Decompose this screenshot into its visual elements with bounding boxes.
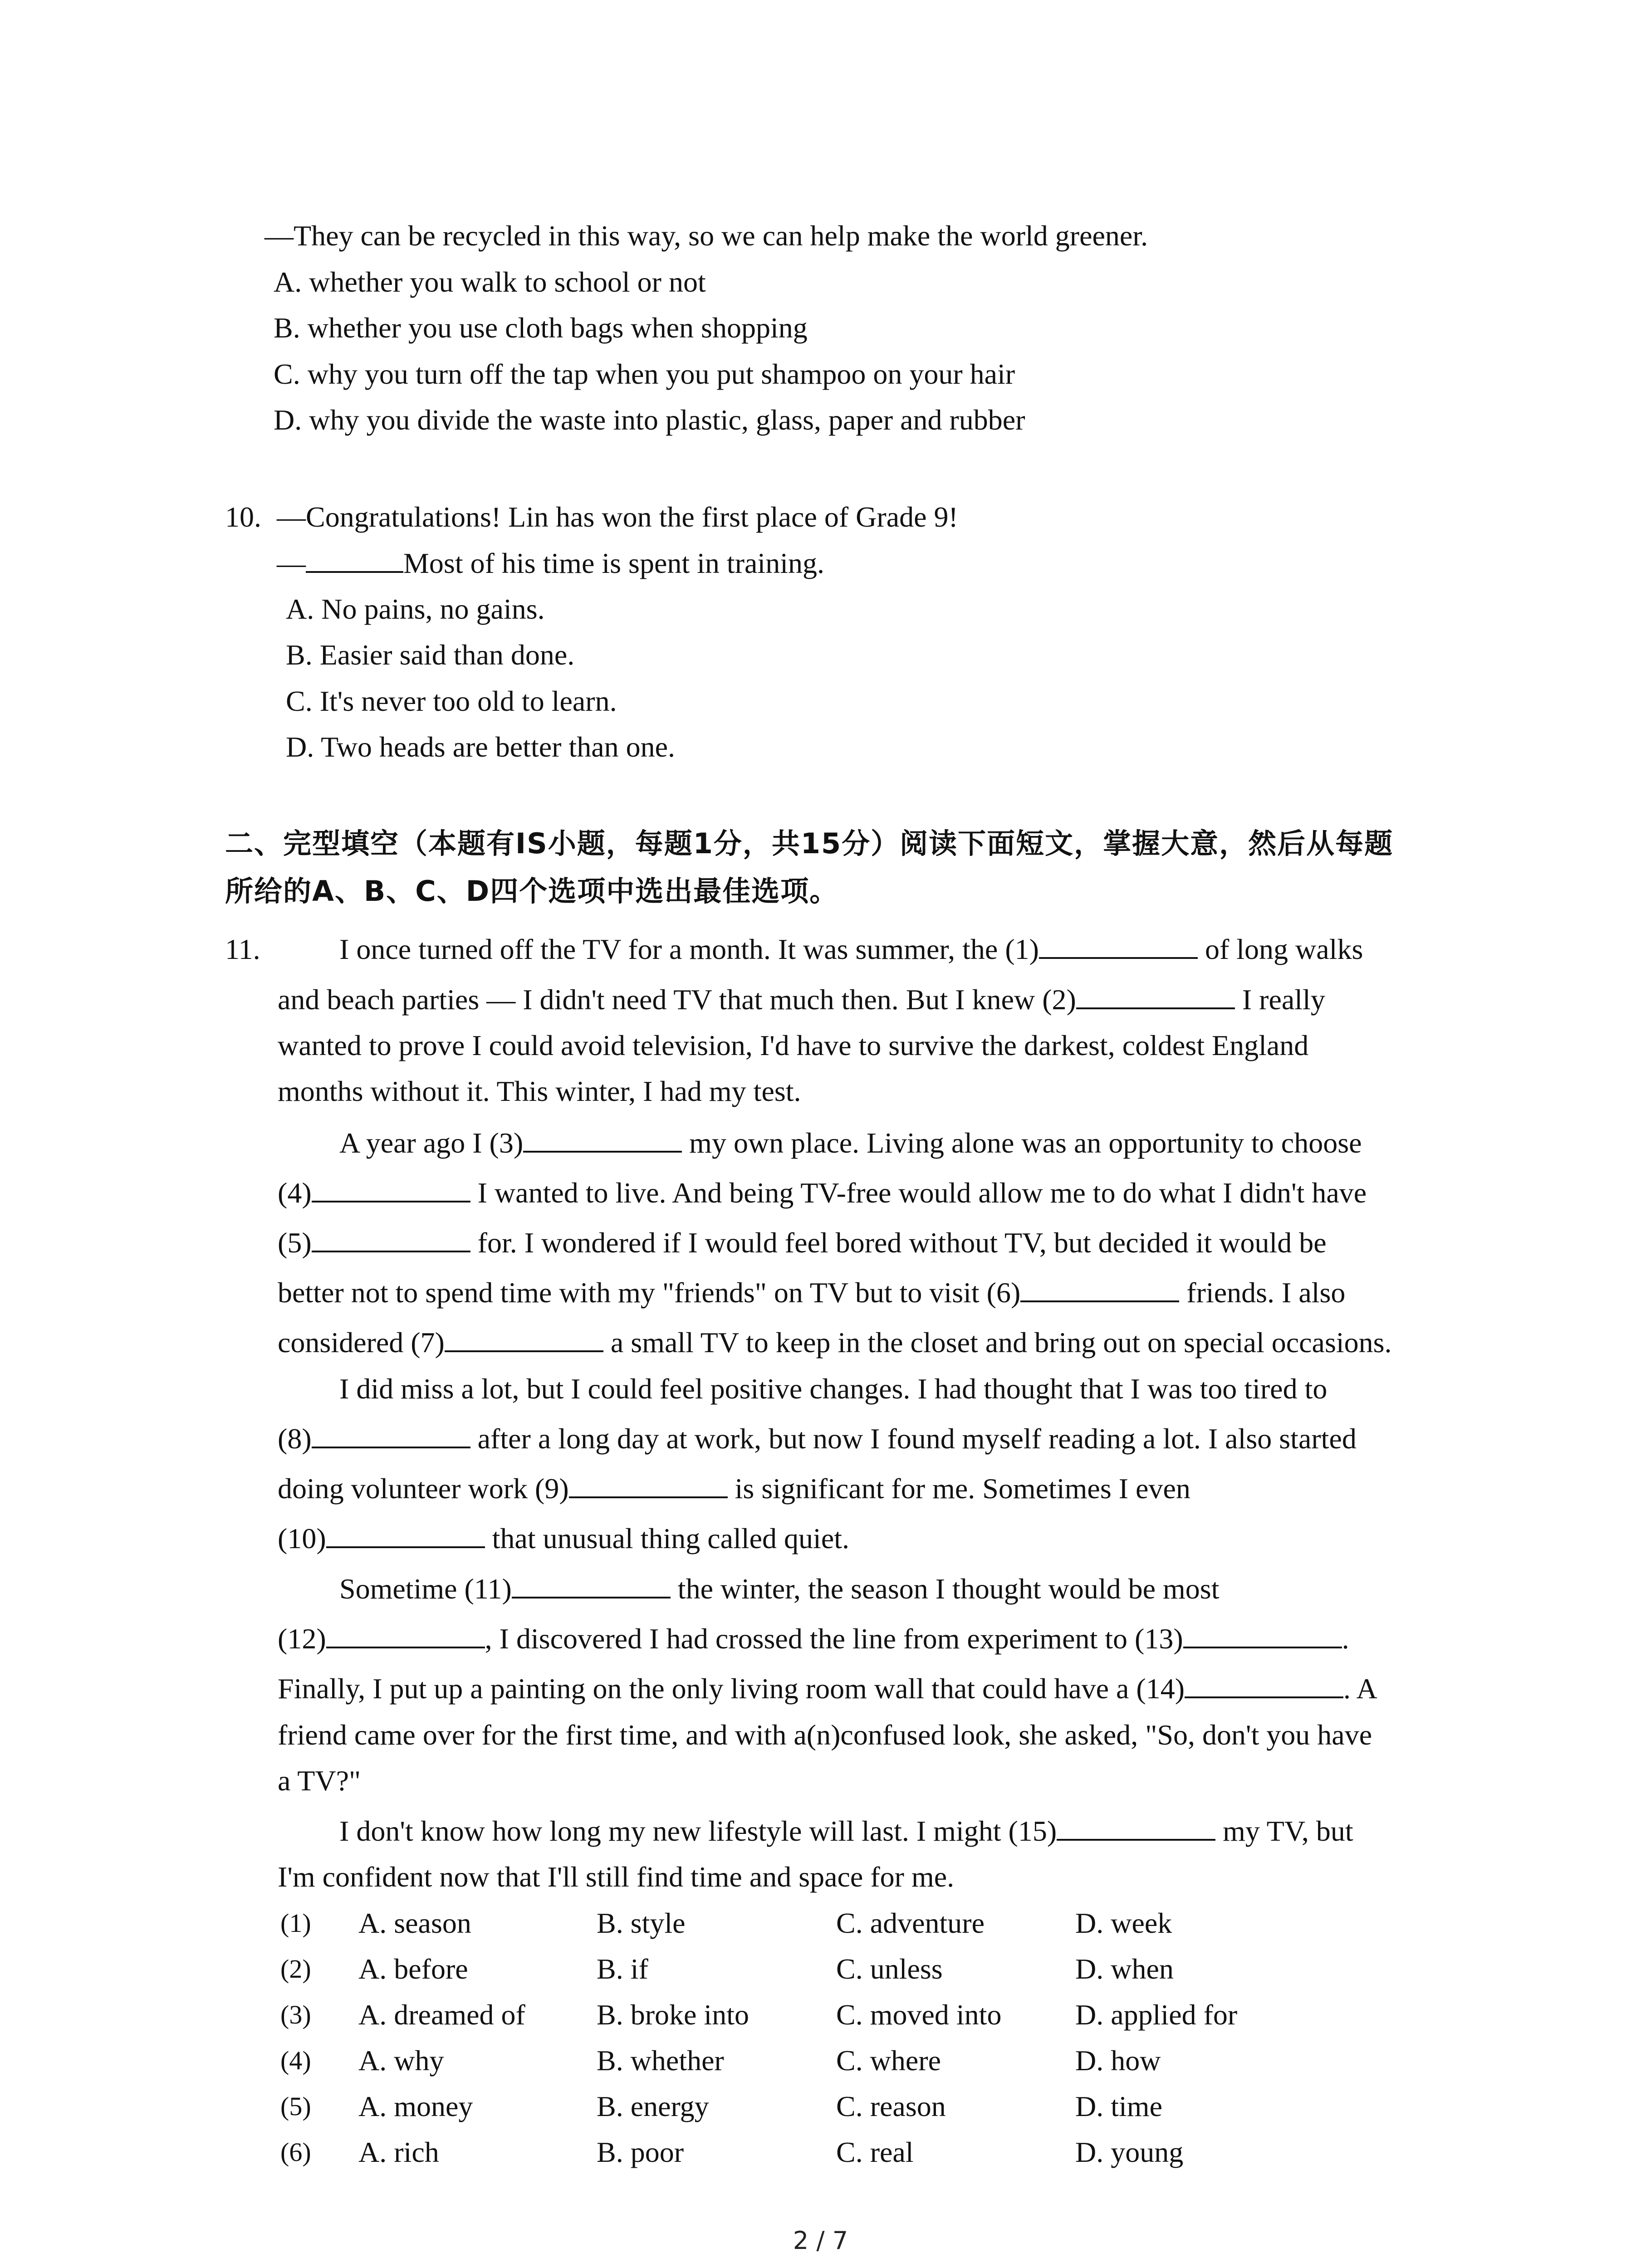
passage-p3-line3: doing volunteer work (9) is significant for me. Sometimes I even [278, 1466, 1190, 1511]
q10-dash: — [277, 547, 306, 579]
blank-11 [512, 1569, 671, 1598]
passage-p4-line3: Finally, I put up a painting on the only living room wall that could have a (14) . A [278, 1666, 1377, 1711]
q10-line2-text: Most of his time is spent in training. [403, 547, 824, 579]
choice-a: A. season [358, 1907, 471, 1939]
choice-b: B. whether [597, 2044, 724, 2077]
blank-4 [312, 1173, 470, 1202]
passage-p1-line2: and beach parties — I didn't need TV that much then. But I knew (2) I really [278, 977, 1325, 1022]
q9-option-d: D. why you divide the waste into plastic, glass, paper and rubber [274, 404, 1025, 436]
passage-p4-line5: a TV?" [278, 1765, 361, 1797]
choice-d: D. time [1075, 2090, 1162, 2122]
passage-number: 11. [225, 933, 260, 965]
passage-p4-line4: friend came over for the first time, and with a(n)confused look, she asked, "So, don't you have [278, 1719, 1372, 1751]
q9-option-b: B. whether you use cloth bags when shopping [274, 312, 808, 344]
choice-a: A. money [358, 2090, 473, 2122]
blank-9 [569, 1468, 728, 1498]
passage-p2-line1: A year ago I (3) my own place. Living alone was an opportunity to choose [339, 1120, 1362, 1166]
blank-7 [445, 1322, 603, 1352]
choice-c: C. unless [836, 1953, 943, 1985]
passage-p3-line4: (10) that unusual thing called quiet. [278, 1516, 849, 1561]
q10-option-d: D. Two heads are better than one. [286, 731, 676, 763]
choice-c: C. reason [836, 2090, 946, 2122]
passage-p4-line1: Sometime (11) the winter, the season I thought would be most [339, 1566, 1219, 1612]
blank-8 [312, 1418, 470, 1448]
choice-num: (4) [280, 2046, 311, 2075]
q10-answer-blank [306, 543, 403, 573]
choice-d: D. how [1075, 2044, 1161, 2077]
choice-num: (5) [280, 2092, 311, 2121]
choice-b: B. broke into [597, 1999, 749, 2031]
blank-6 [1020, 1272, 1179, 1302]
choice-d: D. when [1075, 1953, 1174, 1985]
choice-num: (6) [280, 2137, 311, 2167]
q9-option-c: C. why you turn off the tap when you put shampoo on your hair [274, 358, 1015, 390]
blank-2 [1076, 979, 1235, 1009]
choice-a: A. why [358, 2044, 444, 2077]
passage-p1-line1: I once turned off the TV for a month. It was summer, the (1) of long walks [339, 927, 1363, 972]
choice-num: (3) [280, 2000, 311, 2029]
blank-13 [1183, 1618, 1342, 1648]
passage-p3-line1: I did miss a lot, but I could feel positive changes. I had thought that I was too tired to [339, 1373, 1327, 1405]
q10-line1: —Congratulations! Lin has won the first place of Grade 9! [277, 501, 958, 533]
blank-15 [1057, 1811, 1215, 1841]
choice-a: A. rich [358, 2136, 439, 2168]
page-number: 2 / 7 [793, 2226, 848, 2255]
choice-c: C. real [836, 2136, 914, 2168]
passage-p5-line2: I'm confident now that I'll still find time and space for me. [278, 1861, 955, 1893]
choice-d: D. week [1075, 1907, 1172, 1939]
choice-c: C. moved into [836, 1999, 1002, 2031]
choice-d: D. young [1075, 2136, 1184, 2168]
section2-heading-line2: 所给的A、B、C、D四个选项中选出最佳选项。 [225, 875, 839, 908]
passage-p2-line4: better not to spend time with my "friends" on TV but to visit (6) friends. I also [278, 1270, 1345, 1315]
choice-b: B. poor [597, 2136, 684, 2168]
passage-p4-line2: (12) , I discovered I had crossed the line from experiment to (13) . [278, 1616, 1349, 1662]
passage-p3-line2: (8) after a long day at work, but now I found myself reading a lot. I also started [278, 1416, 1357, 1461]
blank-10 [326, 1518, 485, 1548]
passage-p2-line5: considered (7) a small TV to keep in the closet and bring out on special occasions. [278, 1320, 1392, 1365]
passage-p2-line3: (5) for. I wondered if I would feel bored without TV, but decided it would be [278, 1220, 1327, 1266]
q10-option-a: A. No pains, no gains. [286, 593, 545, 625]
section2-heading-line1: 二、完型填空（本题有IS小题，每题1分，共15分）阅读下面短文，掌握大意，然后从每题 [225, 827, 1394, 860]
blank-3 [523, 1123, 682, 1153]
choice-a: A. before [358, 1953, 468, 1985]
blank-1 [1039, 929, 1198, 959]
q9-dialogue-end: —They can be recycled in this way, so we can help make the world greener. [265, 220, 1148, 252]
passage-p1-line3: wanted to prove I could avoid television, I'd have to survive the darkest, coldest England [278, 1029, 1309, 1061]
q10-option-c: C. It's never too old to learn. [286, 685, 617, 717]
q10-line2 [277, 541, 824, 586]
passage-p5-line1: I don't know how long my new lifestyle will last. I might (15) my TV, but [339, 1809, 1353, 1854]
choice-c: C. adventure [836, 1907, 985, 1939]
blank-5 [312, 1222, 470, 1252]
choice-a: A. dreamed of [358, 1999, 525, 2031]
choice-b: B. energy [597, 2090, 709, 2122]
choice-num: (1) [280, 1908, 311, 1938]
passage-p1-line4: months without it. This winter, I had my test. [278, 1075, 801, 1107]
q10-number: 10. [225, 501, 261, 533]
choice-b: B. style [597, 1907, 686, 1939]
q9-option-a: A. whether you walk to school or not [274, 266, 706, 298]
blank-14 [1185, 1668, 1343, 1698]
choice-num: (2) [280, 1954, 311, 1984]
passage-p2-line2: (4) I wanted to live. And being TV-free would allow me to do what I didn't have [278, 1170, 1367, 1216]
choice-b: B. if [597, 1953, 648, 1985]
choice-c: C. where [836, 2044, 941, 2077]
q10-option-b: B. Easier said than done. [286, 639, 575, 671]
blank-12 [326, 1618, 485, 1648]
choice-d: D. applied for [1075, 1999, 1238, 2031]
